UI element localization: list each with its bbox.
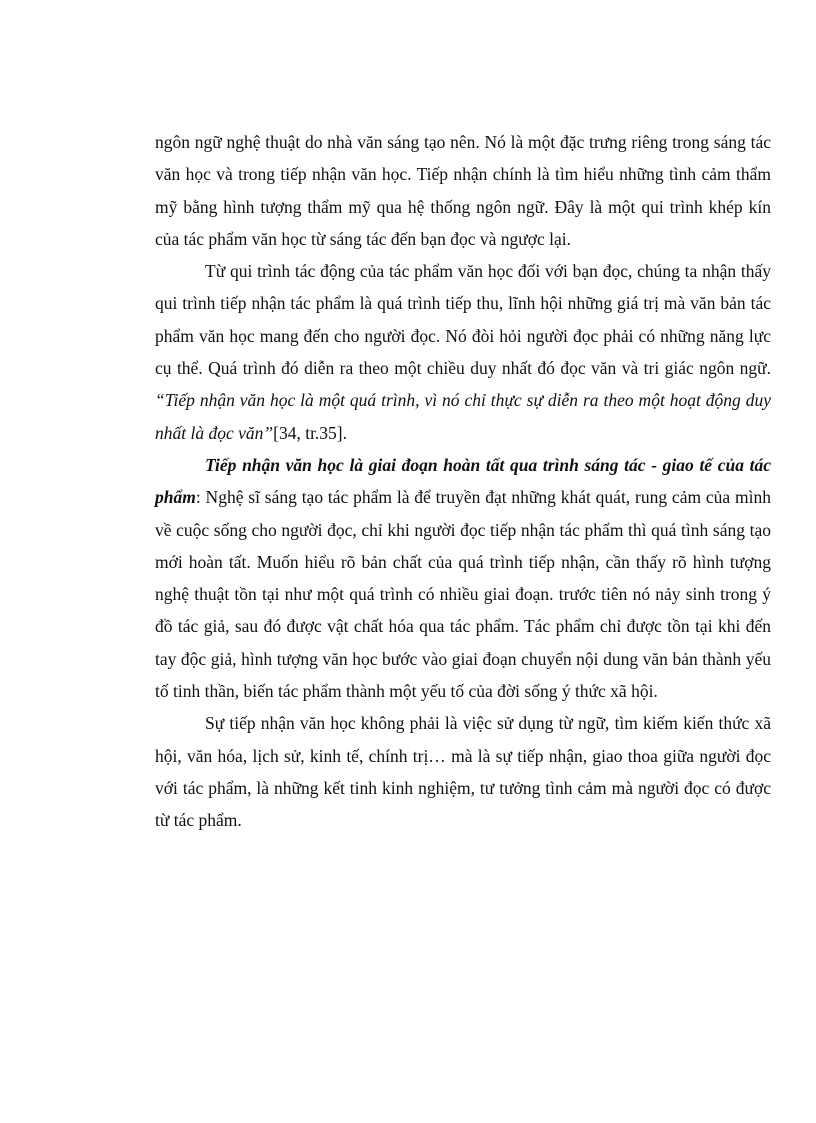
paragraph-3-heading: Tiếp nhận văn học là giai đoạn hoàn tất qua trình sáng tác - giao tế của tác phẩm — [155, 454, 771, 508]
paragraph-2-citation: [34, tr.35]. — [273, 422, 348, 443]
paragraph-4-text: Sự tiếp nhận văn học không phải là việc sử dụng từ ngữ, tìm kiếm kiến thức xã hội, văn hóa, lịch sử, kinh tế, chính trị… mà là sự tiếp nhận, giao thoa giữa người đọc với tác phẩm, là những kết tinh kinh nghiệm, tư tưởng tình cảm mà người đọc có được từ tác phẩm. — [155, 713, 771, 831]
paragraph-4 — [155, 707, 771, 836]
paragraph-1-text: ngôn ngữ nghệ thuật do nhà văn sáng tạo nên. Nó là một đặc trưng riêng trong sáng tác văn học và trong tiếp nhận văn học. Tiếp nhận chính là tìm hiểu những tình cảm thẩm mỹ bằng hình tượng thẩm mỹ qua hệ thống ngôn ngữ. Đây là một qui trình khép kín của tác phẩm văn học từ sáng tác đến bạn đọc và ngược lại. — [155, 132, 771, 249]
paragraph-2-quote: “Tiếp nhận văn học là một quá trình, vì nó chỉ thực sự diễn ra theo một hoạt động duy nhất là đọc văn” — [155, 390, 771, 443]
paragraph-2 — [155, 255, 771, 449]
document-page — [155, 126, 771, 837]
paragraph-3 — [155, 449, 771, 707]
paragraph-3-text: : Nghệ sĩ sáng tạo tác phẩm là để truyền đạt những khát quát, rung cảm của mình về cuộc sống cho người đọc, chỉ khi người đọc tiếp nhận tác phẩm thì quá tình sáng tạo mới hoàn tất. Muốn hiểu rõ bản chất của quá trình tiếp nhận, cần thấy rõ hình tượng nghệ thuật tồn tại như một quá trình có nhiều giai đoạn. trước tiên nó nảy sinh trong ý đồ tác giả, sau đó được vật chất hóa qua tác phẩm. Tác phẩm chỉ được tồn tại khi đến tay độc giả, hình tượng văn học bước vào giai đoạn chuyển nội dung văn bản thành yếu tố tinh thần, biến tác phẩm thành một yếu tố của đời sống ý thức xã hội. — [155, 487, 771, 702]
paragraph-2-text: Từ qui trình tác động của tác phẩm văn học đối với bạn đọc, chúng ta nhận thấy qui trình tiếp nhận tác phẩm là quá trình tiếp thu, lĩnh hội những giá trị mà văn bản tác phẩm văn học mang đến cho người đọc. Nó đòi hỏi người đọc phải có những năng lực cụ thể. Quá trình đó diễn ra theo một chiều duy nhất đó đọc văn và tri giác ngôn ngữ. — [155, 261, 771, 379]
paragraph-1 — [155, 126, 771, 255]
